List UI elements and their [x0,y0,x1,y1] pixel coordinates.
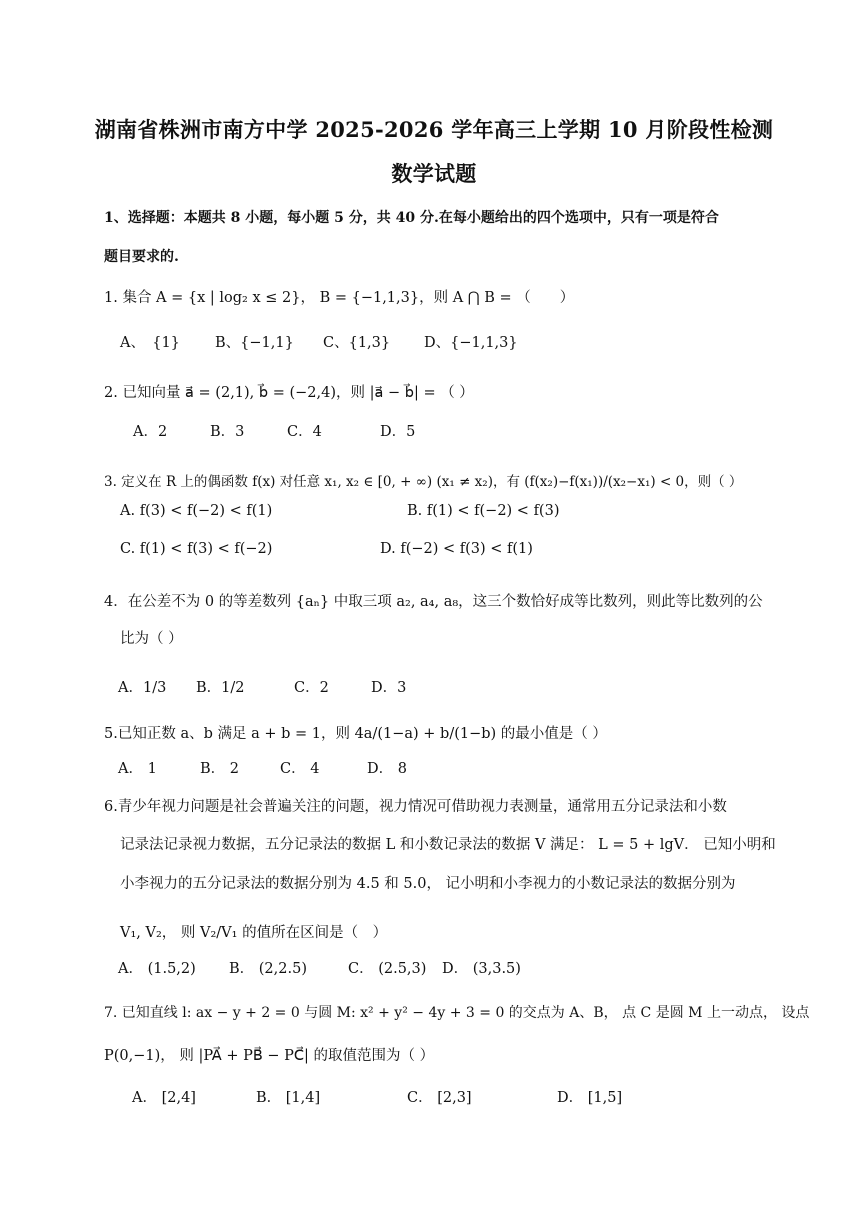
question-6-option-b: B． (2,2.5) [229,961,307,977]
question-6-stem: 6.青少年视力问题是社会普遍关注的问题，视力情况可借助视力表测量，通常用五分记录法和小数 [104,799,727,815]
question-3-option-b: B. f(1) < f(−2) < f(3) [407,503,560,519]
question-4-option-c: C．2 [294,680,329,696]
question-7-option-a: A． [2,4] [132,1090,196,1106]
question-2-option-a: A．2 [133,424,168,440]
question-5-option-b: B． 2 [200,761,239,777]
question-3-stem: 3. 定义在 R 上的偶函数 f(x) 对任意 x₁, x₂ ∈ [0, + ∞) (x₁ ≠ x₂)，有 (f(x₂)−f(x₁))/(x₂−x₁) < 0，则（ ） [104,474,743,490]
question-2-option-d: D．5 [380,424,416,440]
question-1-option-b: B、{−1,1} [215,335,294,351]
question-5-option-a: A． 1 [118,761,157,777]
question-5-stem: 5.已知正数 a、b 满足 a + b = 1，则 4a/(1−a) + b/(1−b) 的最小值是（ ） [104,726,607,742]
question-7-option-c: C． [2,3] [407,1090,472,1106]
question-5-option-d: D． 8 [367,761,407,777]
exam-title: 湖南省株洲市南方中学 2025-2026 学年高三上学期 10 月阶段性检测 [94,117,774,142]
question-7-stem: 7. 已知直线 l: ax − y + 2 = 0 与圆 M: x² + y² − 4y + 3 = 0 的交点为 A、B， 点 C 是圆 M 上一动点， 设点 [104,1005,810,1021]
question-2-stem: 2. 已知向量 a⃗ = (2,1), b⃗ = (−2,4)，则 |a⃗ − b⃗| = （ ） [104,385,474,401]
question-2-option-b: B．3 [210,424,245,440]
question-4-stem-cont: 比为（ ） [120,631,183,647]
question-4-option-b: B．1/2 [196,680,245,696]
question-6-stem-cont-3: V₁, V₂， 则 V₂/V₁ 的值所在区间是（ ） [120,925,388,941]
question-1-stem: 1. 集合 A = {x | log₂ x ≤ 2}， B = {−1,1,3}，则 A ⋂ B = （ ） [104,290,575,306]
question-4-stem: 4．在公差不为 0 的等差数列 {aₙ} 中取三项 a₂, a₄, a₈，这三个数恰好成等比数列，则此等比数列的公 [104,594,763,610]
question-7-option-b: B． [1,4] [256,1090,321,1106]
question-6-option-c: C． (2.5,3) [348,961,427,977]
question-3-option-d: D. f(−2) < f(3) < f(1) [380,541,533,557]
section-heading-cont: 题目要求的. [104,249,179,265]
question-6-stem-cont-1: 记录法记录视力数据，五分记录法的数据 L 和小数记录法的数据 V 满足： L = 5 + lgV． 已知小明和 [120,837,776,853]
question-3-option-a: A. f(3) < f(−2) < f(1) [120,503,273,519]
question-1-option-d: D、{−1,1,3} [424,335,518,351]
question-3-option-c: C. f(1) < f(3) < f(−2) [120,541,273,557]
question-6-option-a: A． (1.5,2) [118,961,196,977]
question-6-stem-cont-2: 小李视力的五分记录法的数据分别为 4.5 和 5.0， 记小明和小李视力的小数记录法的数据分别为 [120,876,736,892]
question-7-option-d: D． [1,5] [557,1090,623,1106]
question-5-option-c: C． 4 [280,761,320,777]
question-2-option-c: C．4 [287,424,322,440]
question-7-stem-cont: P(0,−1)， 则 |PA⃗ + PB⃗ − PC⃗| 的取值范围为（ ） [104,1048,435,1064]
section-heading: 1、选择题：本题共 8 小题，每小题 5 分，共 40 分.在每小题给出的四个选项中，只有一项是符合 [104,210,719,226]
question-4-option-a: A．1/3 [118,680,167,696]
question-1-option-a: A、 {1} [120,335,180,351]
exam-subtitle: 数学试题 [391,161,477,186]
question-4-option-d: D．3 [371,680,407,696]
question-1-option-c: C、{1,3} [323,335,391,351]
question-6-option-d: D． (3,3.5) [442,961,521,977]
